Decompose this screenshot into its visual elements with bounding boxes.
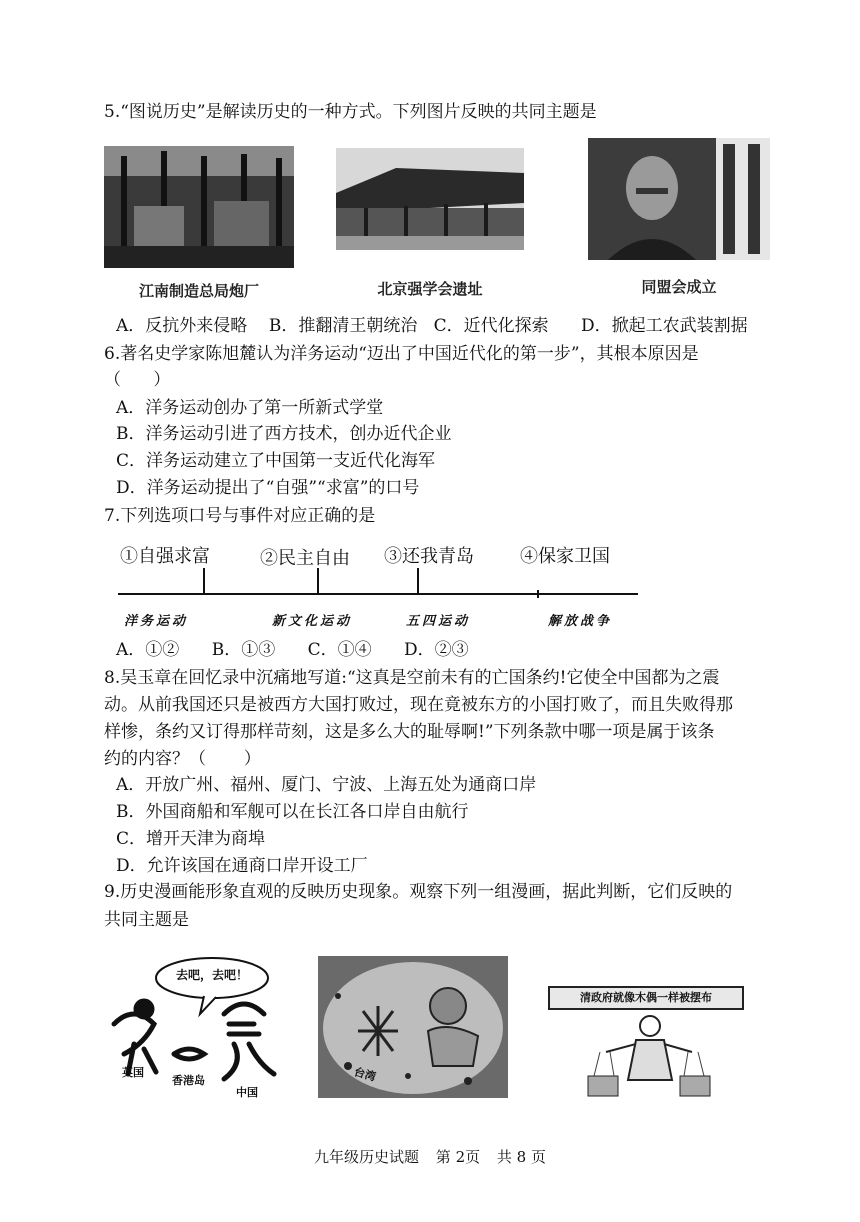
q7-timeline [118,540,640,630]
q6-option-a: A．洋务运动创办了第一所新式学堂 [116,398,384,418]
cartoon-3-banner: 清政府就像木偶一样被摆布 [548,986,744,1010]
caption-qiangxuehui-site: 北京强学会遗址 [377,280,483,298]
cartoon-1-label-china: 中国 [236,1086,258,1099]
q5-options: A．反抗外来侵略 B．推翻清王朝统治 C．近代化探索 D．掀起工农武装割据 [116,316,748,336]
q7-options: A．①② B．①③ C．①④ D．②③ [116,640,469,660]
q6-option-b: B．洋务运动引进了西方技术，创办近代企业 [116,424,452,444]
photo-tongmenghui-portrait [588,138,770,260]
q8-stem-line-3: 样惨，条约又订得那样苛刻，这是多么大的耻辱啊!”下列条款中哪一项是属于该条 [104,722,715,742]
slogan-1: ①自强求富 [120,546,210,567]
q6-answer-blank: （ ） [104,370,171,390]
photo-jiangnan-arsenal [104,146,294,268]
event-2: 新文化运动 [272,614,353,629]
q8-stem-line-1: 8.吴玉章在回忆录中沉痛地写道:“这真是空前未有的亡国条约!它使全中国都为之震 [104,668,720,688]
footer-page: 第 2页 [435,1148,481,1166]
caption-tongmenghui: 同盟会成立 [641,278,717,296]
q7-stem: 7.下列选项口号与事件对应正确的是 [104,506,376,526]
cartoon-3-drawing [544,980,744,1102]
event-3: 五四运动 [406,614,471,629]
cartoon-puppet-qing [544,980,744,1102]
cartoon-1-label-britain: 英国 [122,1066,144,1079]
cartoon-1-speech-bubble: 去吧，去吧！ [175,968,248,982]
q6-option-c: C．洋务运动建立了中国第一支近代化海军 [116,451,436,471]
page-footer [0,1146,860,1167]
slogan-4: ④保家卫国 [520,546,610,567]
q8-option-d: D．允许该国在通商口岸开设工厂 [116,856,368,876]
q6-stem: 6.著名史学家陈旭麓认为洋务运动“迈出了中国近代化的第一步”，其根本原因是 [104,344,699,364]
cartoon-1-label-hongkong: 香港岛 [172,1074,205,1087]
q8-option-a: A．开放广州、福州、厦门、宁波、上海五处为通商口岸 [116,775,537,795]
event-4: 解放战争 [548,614,613,629]
cartoon-2-label-taiwan: 台湾 [352,1065,378,1084]
cartoon-2-drawing [318,956,508,1098]
photo-qiangxuehui-site [336,148,524,250]
q9-stem-line-1: 9.历史漫画能形象直观的反映历史现象。观察下列一组漫画，据此判断，它们反映的 [104,882,733,902]
footer-total: 共 8 页 [496,1148,546,1166]
q6-option-d: D．洋务运动提出了“自强”“求富”的口号 [116,478,420,498]
slogan-2: ②民主自由 [260,548,350,569]
q8-option-c: C．增开天津为商埠 [116,829,266,849]
event-1: 洋务运动 [124,614,189,629]
cartoon-taiwan [318,956,508,1098]
q8-option-b: B．外国商船和军舰可以在长江各口岸自由航行 [116,802,469,822]
cartoon-hongkong-cession [104,954,284,1104]
q9-stem-line-2: 共同主题是 [104,910,189,930]
q8-stem-line-4: 约的内容？（ ） [104,749,261,769]
caption-jiangnan-arsenal: 江南制造总局炮厂 [138,282,259,300]
slogan-3: ③还我青岛 [384,546,474,567]
q5-stem: 5.“图说历史”是解读历史的一种方式。下列图片反映的共同主题是 [104,102,597,122]
q8-stem-line-2: 动。从前我国还只是被西方大国打败过，现在竟被东方的小国打败了，而且失败得那 [104,695,733,715]
footer-title: 九年级历史试题 [314,1148,420,1166]
